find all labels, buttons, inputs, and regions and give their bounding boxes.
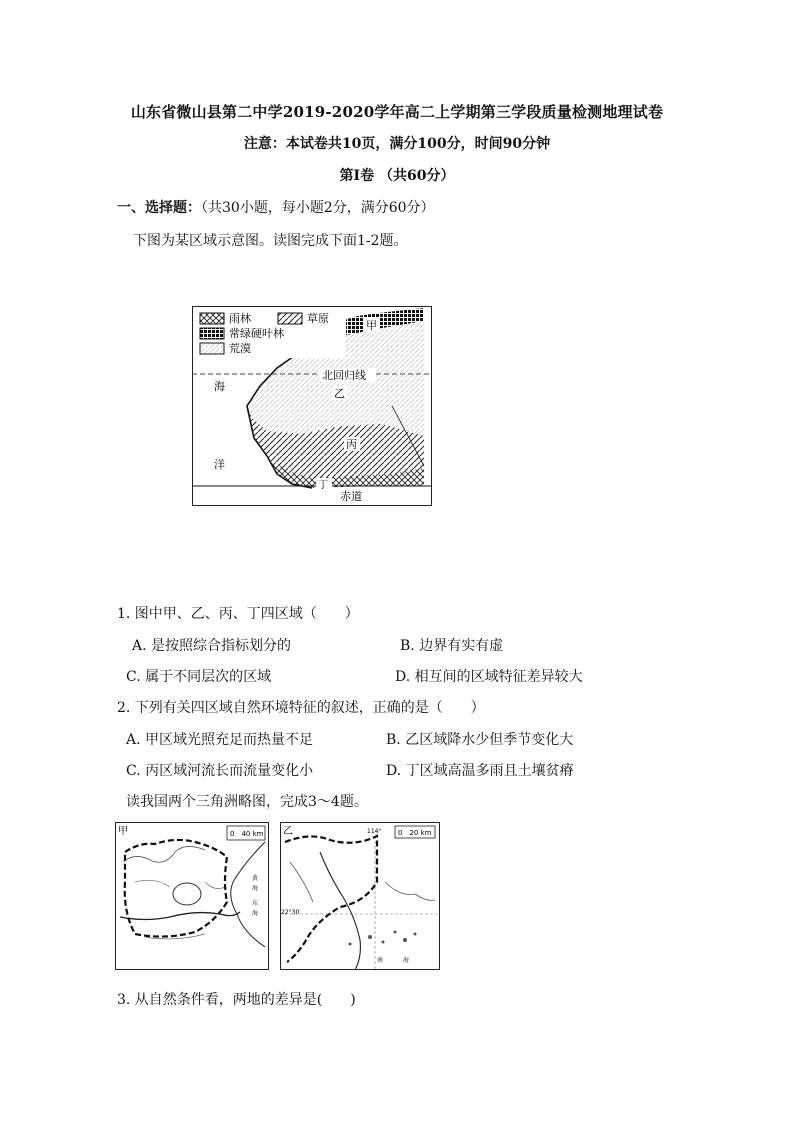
section-label: 一、选择题： — [117, 200, 201, 216]
delta-left-scale: 0 40 km — [230, 830, 264, 838]
q1-option-c[interactable]: C. 属于不同层次的区域 — [126, 669, 272, 685]
q2-option-d[interactable]: D. 丁区域高温多雨且土壤贫瘠 — [386, 763, 574, 779]
intro-q3-4: 读我国两个三角洲略图，完成3～4题。 — [126, 794, 368, 810]
legend-rainforest: 雨林 — [229, 312, 251, 325]
sea-char-3: 东 — [252, 900, 259, 907]
legend-sclerophyll: 常绿硬叶林 — [229, 327, 284, 340]
delta-right-scale: 0 20 km — [398, 829, 432, 837]
legend-desert-swatch — [200, 343, 224, 354]
part-heading: 第I卷 （共60分） — [339, 168, 455, 184]
q1-option-d[interactable]: D. 相互间的区域特征差异较大 — [395, 669, 583, 685]
legend-rainforest-swatch — [200, 313, 224, 324]
sea-char-4: 海 — [252, 910, 259, 917]
delta-maps-figure — [115, 822, 440, 970]
section-heading — [117, 197, 435, 217]
label-bing: 丙 — [346, 438, 357, 451]
exam-title: 山东省微山县第二中学2019-2020学年高二上学期第三学段质量检测地理试卷 — [130, 103, 664, 121]
legend-grassland: 草原 — [307, 312, 329, 325]
legend-sclerophyll-swatch — [200, 328, 224, 339]
q1-option-b[interactable]: B. 边界有实有虚 — [400, 638, 504, 654]
delta-left-label: 甲 — [118, 826, 128, 837]
taihu-lake — [173, 883, 201, 905]
label-yang: 洋 — [214, 458, 225, 471]
question-2-stem: 2. 下列有关四区域自然环境特征的叙述，正确的是（ ） — [117, 700, 485, 716]
section-desc: （共30小题，每小题2分，满分60分） — [201, 200, 435, 216]
sea-char-1: 黄 — [252, 875, 259, 882]
delta-right-label: 乙 — [283, 826, 293, 837]
sea-char-2: 海 — [252, 885, 259, 892]
q2-option-b[interactable]: B. 乙区域降水少但季节变化大 — [386, 732, 574, 748]
legend-desert: 荒漠 — [229, 342, 251, 355]
label-jia: 甲 — [366, 319, 377, 332]
region-map-figure — [192, 306, 432, 506]
label-equator: 赤道 — [340, 490, 362, 503]
label-hai: 海 — [214, 380, 225, 393]
intro-q1-2: 下图为某区域示意图。读图完成下面1-2题。 — [133, 233, 408, 249]
q2-option-c[interactable]: C. 丙区域河流长而流量变化小 — [126, 763, 314, 779]
label-yi: 乙 — [334, 387, 345, 400]
q1-option-a[interactable]: A. 是按照综合指标划分的 — [132, 638, 292, 654]
south-sea-char-1: 南 — [377, 957, 384, 964]
label-ding: 丁 — [318, 480, 328, 491]
delta-right-lon: 114° — [367, 828, 382, 835]
exam-notice: 注意：本试卷共10页，满分100分，时间90分钟 — [243, 136, 551, 152]
legend-grassland-swatch — [278, 313, 302, 324]
south-sea-char-2: 海 — [403, 957, 410, 964]
label-tropic: 北回归线 — [322, 369, 366, 382]
question-3-stem: 3. 从自然条件看，两地的差异是( ) — [117, 992, 356, 1008]
delta-right-lat: 22°30′ — [281, 909, 301, 916]
question-1-stem: 1. 图中甲、乙、丙、丁四区域（ ） — [117, 606, 359, 622]
q2-option-a[interactable]: A. 甲区域光照充足而热量不足 — [126, 732, 314, 748]
